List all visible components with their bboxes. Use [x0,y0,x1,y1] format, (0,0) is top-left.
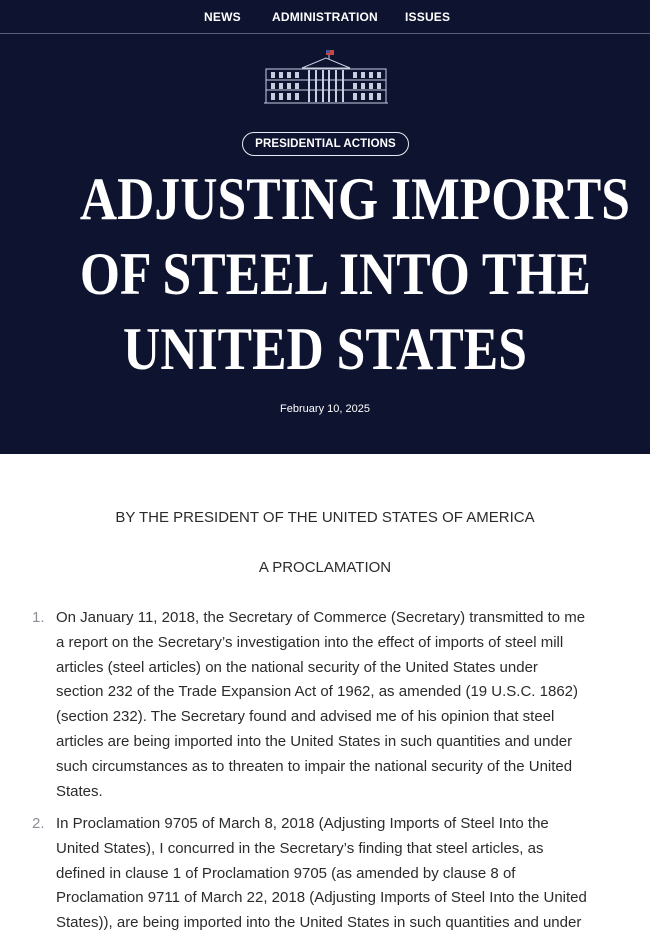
paragraph-line: (section 232). The Secretary found and advised me of his opinion that steel [56,708,555,726]
paragraph-line: section 232 of the Trade Expansion Act of 1962, as amended (19 U.S.C. 1862) [56,683,578,701]
white-house-icon[interactable] [262,46,390,108]
title-line: ADJUSTING IMPORTS [79,166,630,232]
page-title [79,162,630,387]
nav-issues-link[interactable]: ISSUES [405,10,451,24]
nav-news-link[interactable]: NEWS [204,10,241,24]
paragraph-line: In Proclamation 9705 of March 8, 2018 (Adjusting Imports of Steel Into the [56,815,549,832]
paragraph [56,606,636,804]
paragraph-line: States. [56,782,103,800]
paragraph-line: defined in clause 1 of Proclamation 9705 (as amended by clause 8 of [56,864,516,882]
category-badge[interactable]: PRESIDENTIAL ACTIONS [242,132,409,156]
paragraph-number: 1. [32,609,45,626]
title-line: UNITED STATES [123,316,527,382]
proclamation-subheading: A PROCLAMATION [258,559,392,576]
top-navigation [0,0,650,34]
paragraph-line: such circumstances as to threaten to impair the national security of the United [56,757,573,775]
publish-date: February 10, 2025 [280,403,370,415]
article-header [0,0,650,454]
paragraph-line: On January 11, 2018, the Secretary of Commerce (Secretary) transmitted to me [56,609,586,626]
paragraph-line: States)), are being imported into the United States in such quantities and under [56,914,582,932]
title-line: OF STEEL INTO THE [79,241,591,307]
paragraph-number: 2. [32,815,45,832]
proclamation-heading: BY THE PRESIDENT OF THE UNITED STATES OF AMERICA [115,509,535,526]
paragraph-line: articles are being imported into the United States in such quantities and under [56,732,573,750]
nav-administration-link[interactable]: ADMINISTRATION [272,10,378,24]
paragraph [56,812,636,936]
paragraph-line: United States), I concurred in the Secretary’s finding that steel articles, as [56,839,544,857]
paragraph-line: articles (steel articles) on the national security of the United States under [56,658,538,676]
paragraph-line: a report on the Secretary’s investigation into the effect of imports of steel mill [56,633,564,651]
paragraph-line: Proclamation 9711 of March 22, 2018 (Adjusting Imports of Steel Into the United [56,889,587,907]
